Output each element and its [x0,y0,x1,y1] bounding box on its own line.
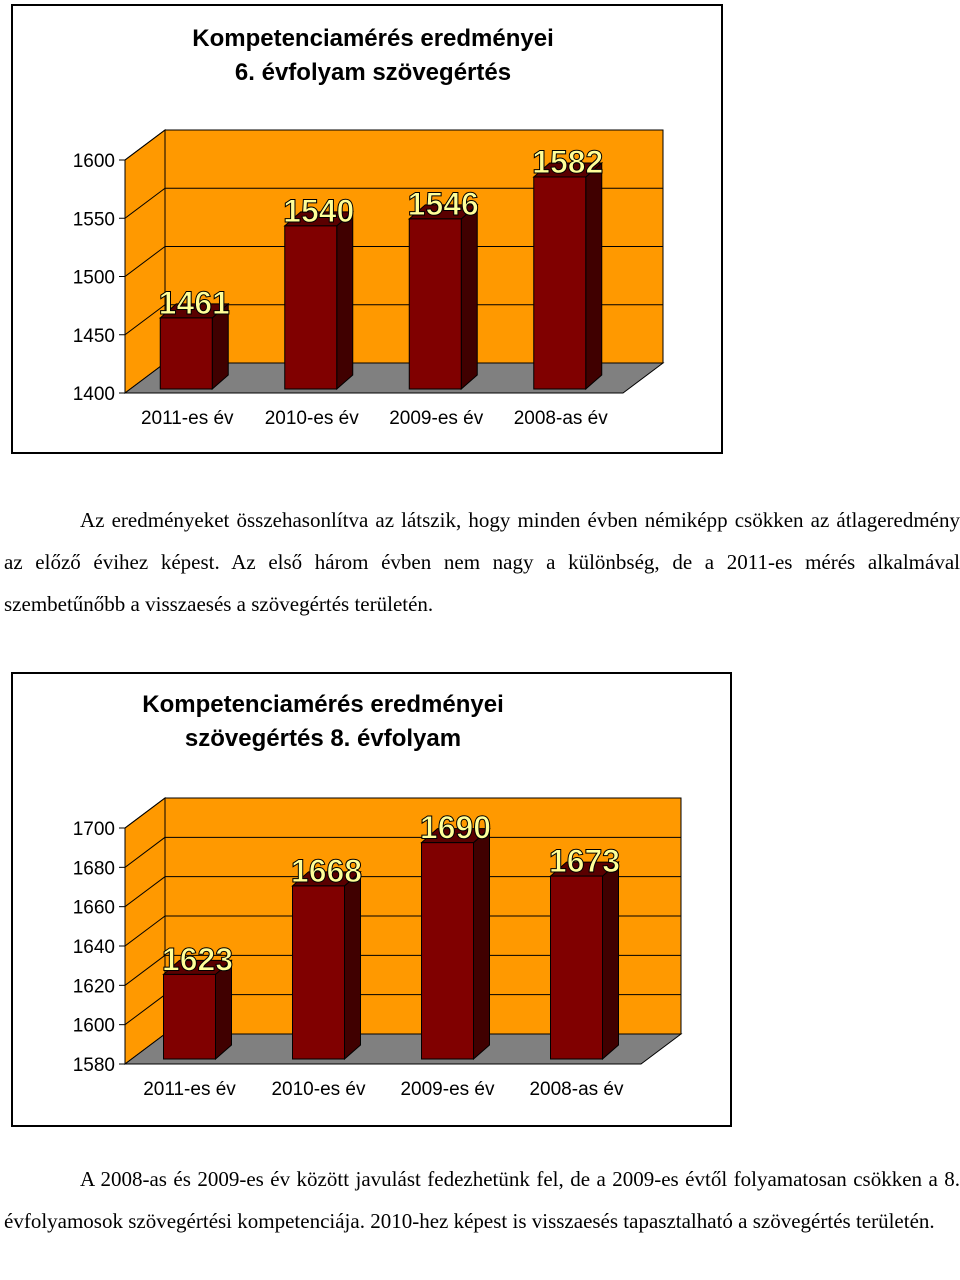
chart-title-line-1: Kompetenciamérés eredményei [192,25,554,52]
bar-front [164,974,216,1059]
bar-front [422,843,474,1059]
y-tick-label: 1600 [72,1015,115,1037]
bar [285,212,353,389]
y-tick-label: 1640 [72,937,115,958]
bar-side [337,212,353,389]
x-tick-label: 2011-es év [140,408,234,429]
x-tick-label: 2010-es év [271,1079,366,1100]
data-label: 1623 [161,941,234,978]
bar-front [409,219,461,389]
data-label: 1546 [407,185,479,222]
bar-front [551,876,603,1059]
y-tick-label: 1580 [72,1055,115,1076]
chart-6th-grade [11,4,723,454]
bar-side [586,163,602,389]
bar [551,862,619,1059]
bar [534,163,602,389]
bar-side [474,829,490,1059]
paragraph-1 [4,499,960,625]
bar [293,872,361,1059]
y-tick-label: 1680 [72,858,115,880]
chart-title-line-1: Kompetenciamérés eredményei [142,691,504,718]
y-tick-label: 1450 [72,325,115,347]
bar-side [461,205,477,389]
y-tick-label: 1600 [72,151,115,172]
x-tick-label: 2008-as év [513,408,608,429]
data-label: 1673 [548,843,621,880]
bar-side [345,872,361,1059]
bar-front [160,318,212,389]
x-tick-label: 2009-es év [389,408,484,429]
bar-front [285,226,337,389]
x-tick-label: 2010-es év [264,408,359,429]
chart-title-line-2: 6. évfolyam szövegértés [234,59,512,86]
chart-8th-grade [11,672,732,1127]
bar-front [534,177,586,389]
paragraph-text: A 2008-as és 2009-es év között javulást fedezhetünk fel, de a 2009-es évtől folyamatosan csökken a 8. évfolyamosok szövegértési kompetenciája. 2010-hez képest is visszaesés tapasztalható a szövegértés területén. [4,1167,960,1233]
x-tick-label: 2008-as év [529,1079,624,1100]
bar [422,829,490,1059]
x-tick-label: 2011-es év [143,1079,236,1100]
y-tick-label: 1620 [72,976,115,998]
bar [409,205,477,389]
chart-title-line-2: szövegértés 8. évfolyam [184,725,462,752]
y-tick-label: 1500 [72,267,115,289]
data-label: 1461 [158,284,230,321]
data-label: 1690 [419,809,492,846]
x-tick-label: 2009-es év [400,1079,495,1100]
paragraph-2 [4,1158,960,1242]
paragraph-text: Az eredményeket összehasonlítva az látszik, hogy minden évben némiképp csökken az átlageredmény az előző évihez képest. Az első három évben nem nagy a különbség, de a 2011-es mérés alkalmával szembetűnőbb a visszaesés a szövegértés területén. [4,508,960,616]
y-tick-label: 1660 [72,897,115,919]
y-tick-label: 1400 [72,384,115,405]
bar-side [603,862,619,1059]
bar-front [293,886,345,1059]
data-label: 1540 [283,192,355,229]
chart-plot [13,674,734,1129]
data-label: 1582 [532,143,604,180]
chart-plot [13,6,725,456]
y-tick-label: 1700 [72,819,115,840]
data-label: 1668 [290,852,363,889]
y-tick-label: 1550 [72,209,115,231]
